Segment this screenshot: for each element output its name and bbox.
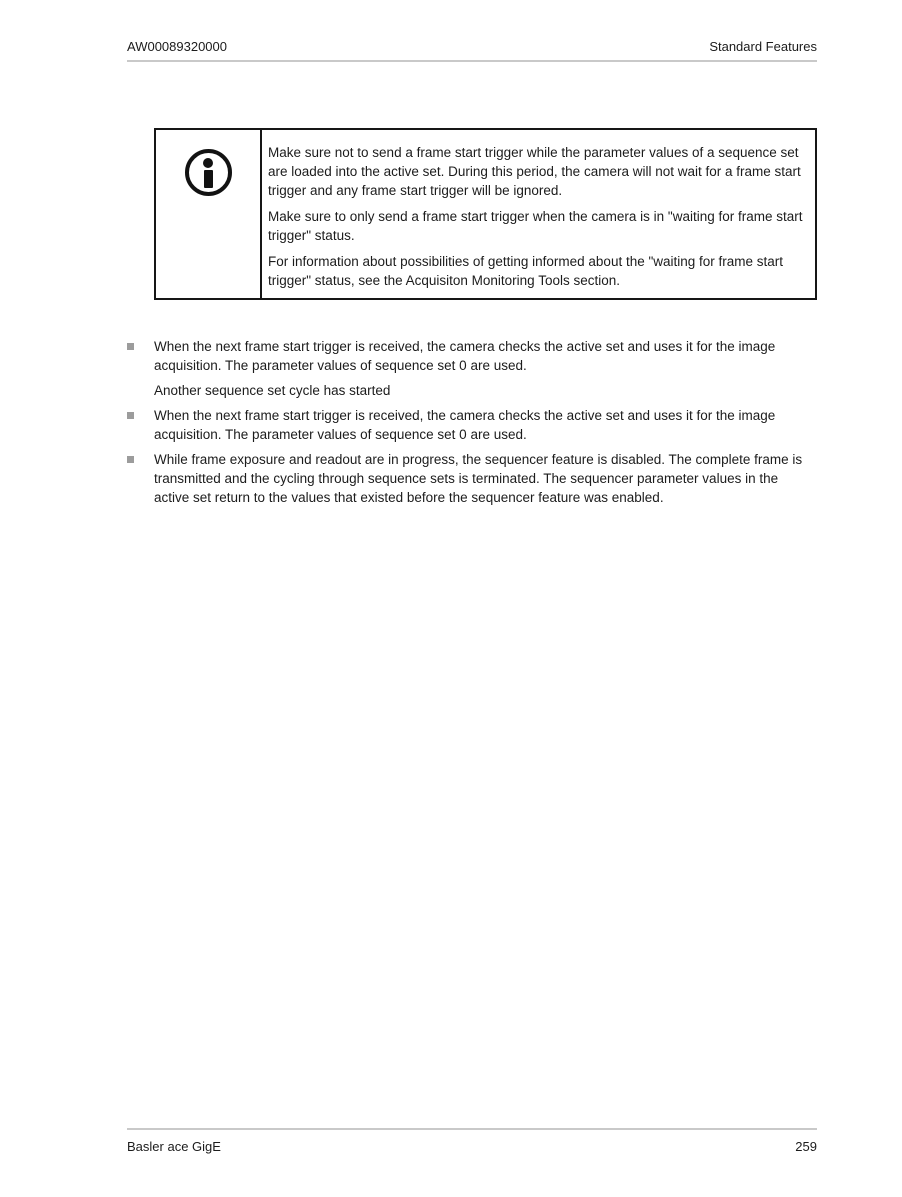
footer-rule [127,1128,817,1130]
note-icon-cell [156,130,262,298]
page-header [127,39,817,54]
bullet-marker-col [127,406,154,444]
list-item [127,406,817,444]
page-footer [127,1139,817,1154]
header-doc-id: AW00089320000 [127,39,227,54]
bullet-marker-col [127,450,154,507]
bullet-text: When the next frame start trigger is received, the camera checks the active set and uses it for the image acquisition. The parameter values of sequence set 0 are used. [154,408,776,442]
note-paragraph: Make sure not to send a frame start trigger while the parameter values of a sequence set are loaded into the active set. During this period, the camera will not wait for a frame start trigger and any frame start trigger will be ignored. [268,145,801,198]
header-section-title: Standard Features [709,39,817,54]
list-item [127,450,817,507]
bullet-text: While frame exposure and readout are in progress, the sequencer feature is disabled. The complete frame is transmitted and the cycling through sequence sets is terminated. The sequencer parameter values in the active set return to the values that existed before the sequencer feature was enabled. [154,452,803,505]
bullet-text: When the next frame start trigger is received, the camera checks the active set and uses it for the image acquisition. The parameter values of sequence set 0 are used. [154,339,776,373]
bullet-body [154,450,817,507]
info-icon-stem [204,170,213,188]
bullet-square-icon [127,343,134,350]
note-paragraph: Make sure to only send a frame start trigger when the camera is in "waiting for frame start trigger" status. [268,209,803,243]
bullet-list [127,337,817,513]
info-icon [185,149,232,196]
info-icon-dot [203,158,213,168]
bullet-body [154,337,817,400]
footer-product-name: Basler ace GigE [127,1139,221,1154]
header-rule [127,60,817,62]
bullet-square-icon [127,412,134,419]
bullet-square-icon [127,456,134,463]
note-box [154,128,817,300]
note-text-cell [262,130,815,298]
footer-page-number: 259 [795,1139,817,1154]
note-paragraph: For information about possibilities of getting informed about the "waiting for frame start trigger" status, see the Acquisiton Monitoring Tools section. [268,254,784,288]
bullet-marker-col [127,337,154,400]
bullet-continuation: Another sequence set cycle has started [154,383,391,398]
bullet-body [154,406,817,444]
list-item [127,337,817,400]
